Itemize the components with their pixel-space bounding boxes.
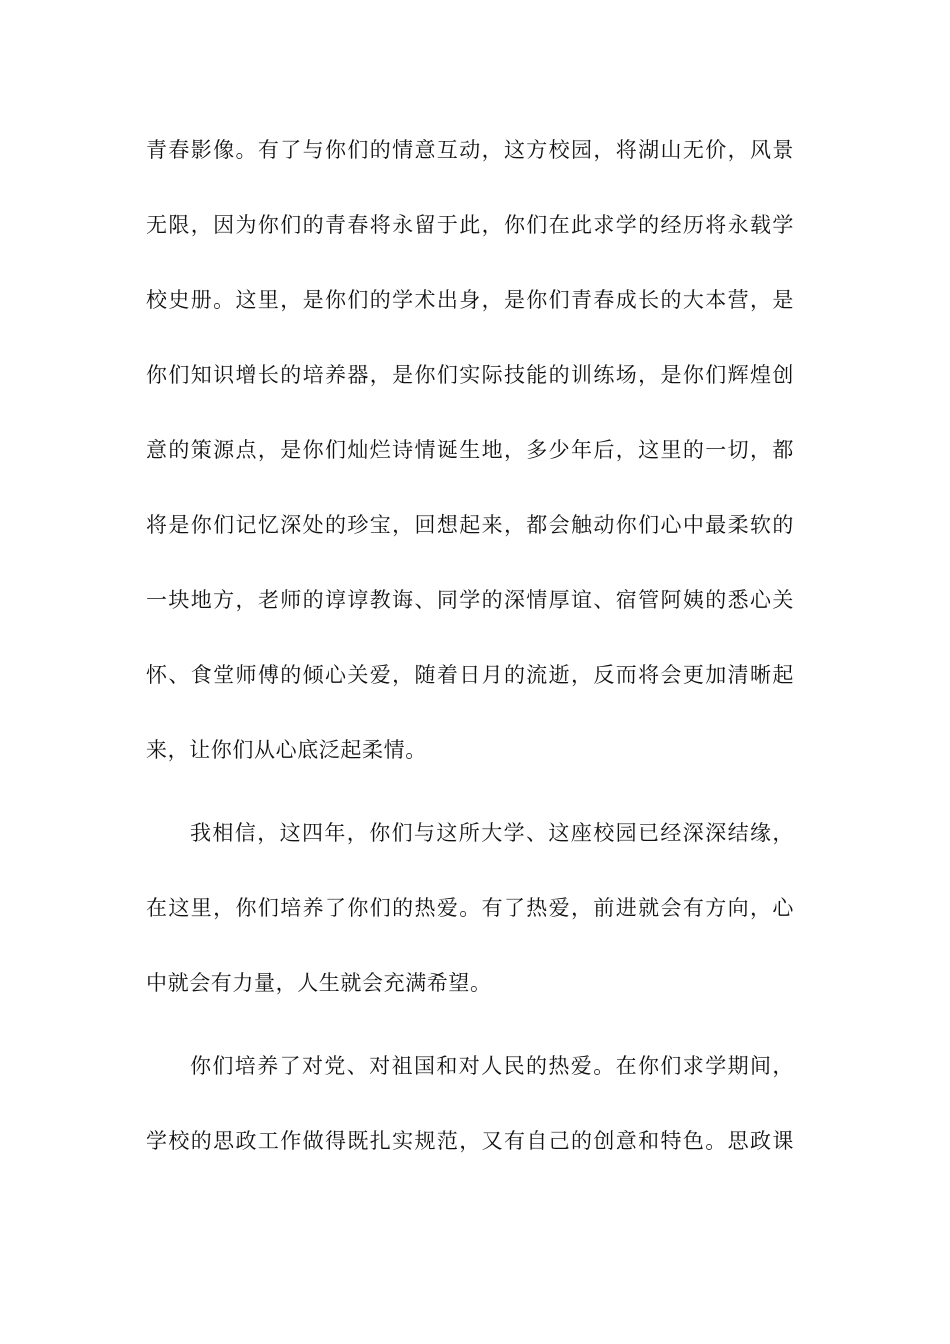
paragraph-line: 意的策源点，是你们灿烂诗情诞生地，多少年后，这里的一切，都	[146, 438, 794, 462]
paragraph-line: 我相信，这四年，你们与这所大学、这座校园已经深深结缘，	[190, 821, 794, 845]
paragraph-line: 无限，因为你们的青春将永留于此，你们在此求学的经历将永载学	[146, 213, 794, 237]
paragraph-line: 青春影像。有了与你们的情意互动，这方校园，将湖山无价，风景	[146, 138, 794, 162]
paragraph-line: 你们培养了对党、对祖国和对人民的热爱。在你们求学期间，	[190, 1054, 794, 1078]
paragraph-line: 校史册。这里，是你们的学术出身，是你们青春成长的大本营，是	[146, 288, 794, 312]
paragraph-line: 一块地方，老师的谆谆教诲、同学的深情厚谊、宿管阿姨的悉心关	[146, 588, 794, 612]
paragraph-line: 来，让你们从心底泛起柔情。	[146, 738, 427, 762]
paragraph-line: 怀、食堂师傅的倾心关爱，随着日月的流逝，反而将会更加清晰起	[146, 663, 794, 687]
paragraph-line: 你们知识增长的培养器，是你们实际技能的训练场，是你们辉煌创	[146, 363, 794, 387]
paragraph-line: 在这里，你们培养了你们的热爱。有了热爱，前进就会有方向，心	[146, 896, 794, 920]
paragraph-line: 学校的思政工作做得既扎实规范，又有自己的创意和特色。思政课	[146, 1129, 794, 1153]
paragraph-line: 将是你们记忆深处的珍宝，回想起来，都会触动你们心中最柔软的	[146, 513, 794, 537]
paragraph-line: 中就会有力量，人生就会充满希望。	[146, 971, 492, 995]
